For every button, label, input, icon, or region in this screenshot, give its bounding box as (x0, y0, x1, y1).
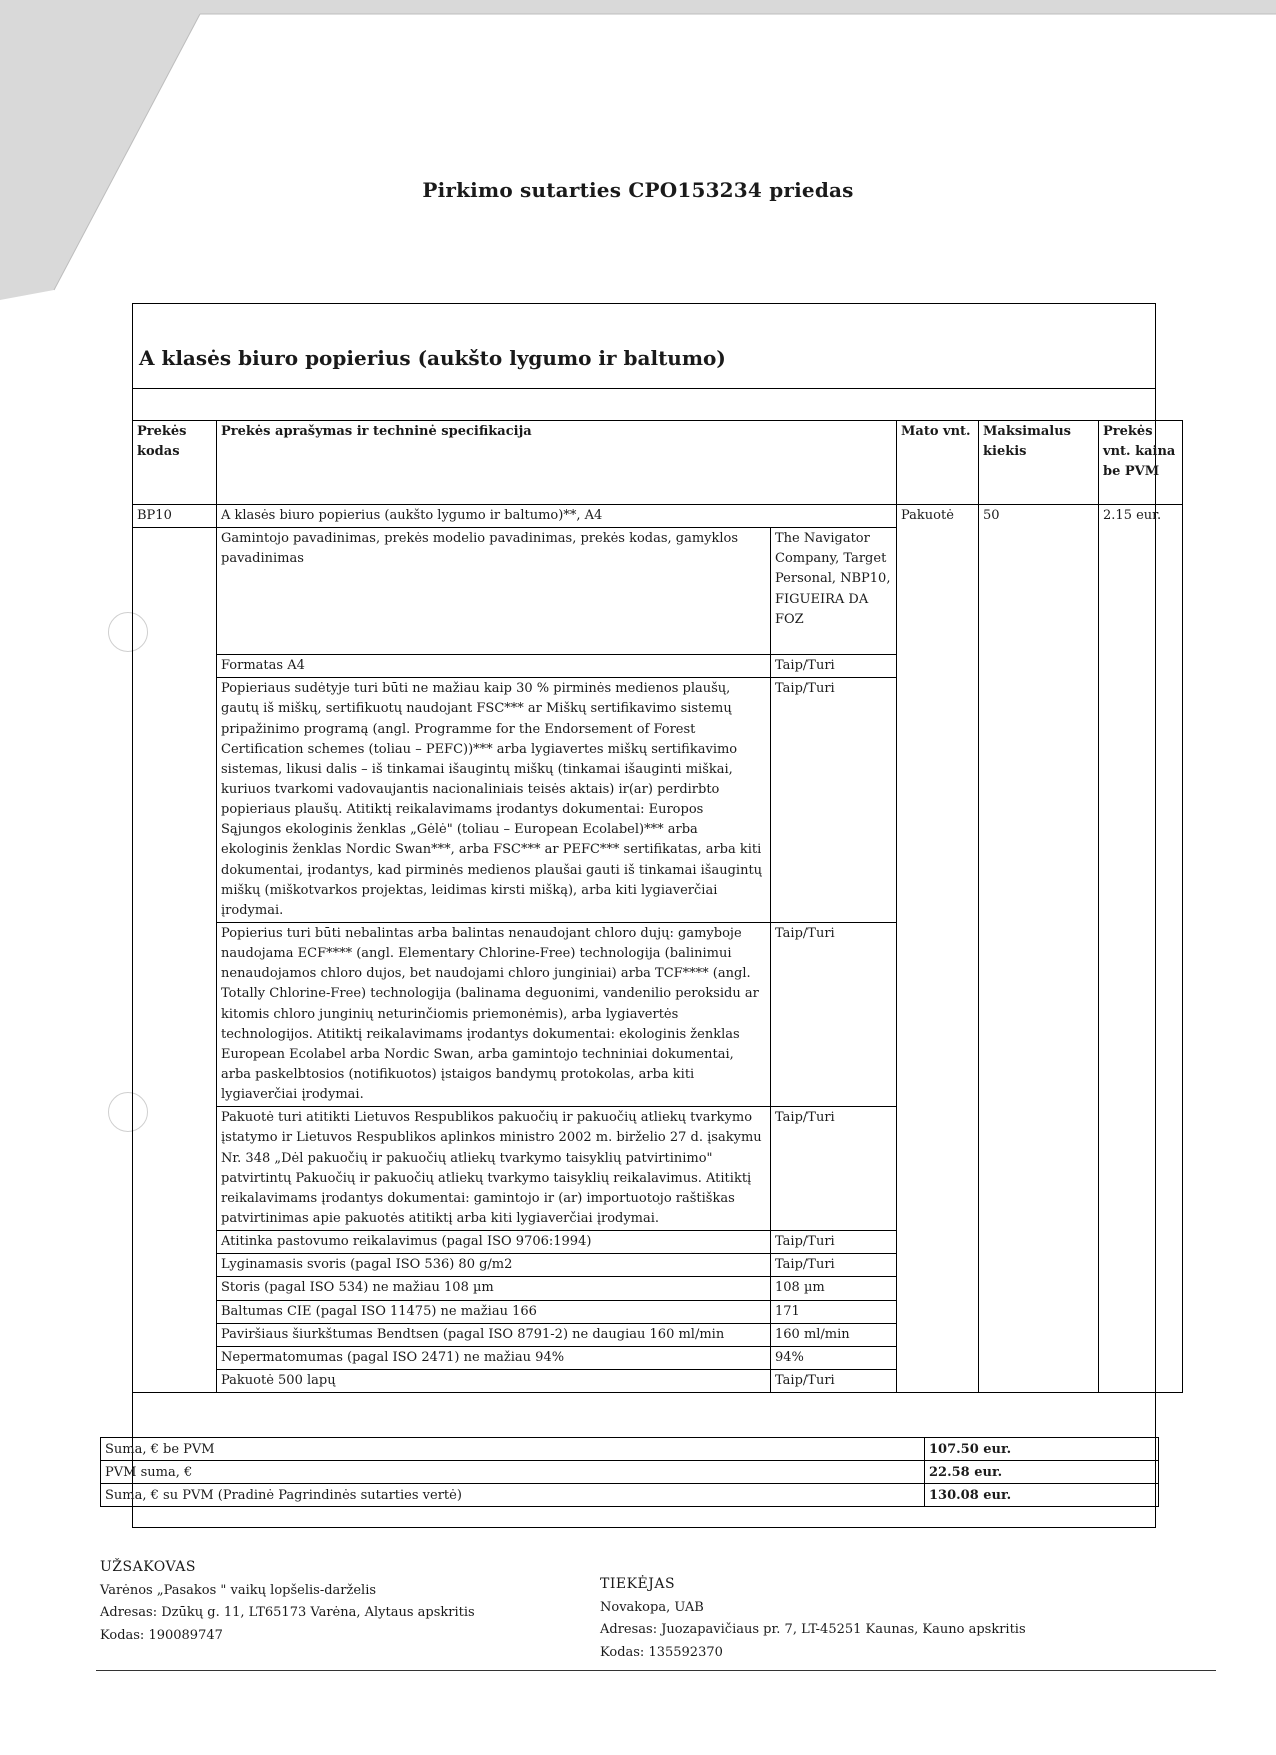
spec-text: Pakuotė turi atitikti Lietuvos Respublikos pakuočių ir pakuočių atliekų tvarkymo įstatymo ir Lietuvos Respublikos aplinkos ministro 2002 m. birželio 27 d. įsakymu Nr. 348 „Dėl pakuočių ir pakuočių atliekų tvarkymo taisyklių patvirtinimo" patvirtintų Pakuočių ir pakuočių atliekų tvarkymo taisyklių reikalavimus. Atitiktį reikalavimams įrodantys dokumentai: gamintojo ir (ar) importuotojo raštiškas patvirtinimas apie pakuotės atitiktį arba kiti lygiaverčiai įrodymai. (217, 1107, 771, 1231)
header-description: Prekės aprašymas ir techninė specifikacija (217, 421, 897, 505)
total-label: Suma, € be PVM (101, 1438, 925, 1461)
spec-text: Storis (pagal ISO 534) ne mažiau 108 µm (217, 1277, 771, 1300)
spec-value: The Navigator Company, Target Personal, NBP10, FIGUEIRA DA FOZ (771, 528, 897, 655)
spec-value: 171 (771, 1300, 897, 1323)
buyer-title: UŽSAKOVAS (100, 1559, 196, 1575)
product-unit-price: 2.15 eur. (1099, 505, 1183, 1393)
supplier-block (600, 1572, 1026, 1665)
spec-text: Pakuotė 500 lapų (217, 1369, 771, 1392)
spec-value: 94% (771, 1346, 897, 1369)
divider (133, 388, 1155, 389)
header-code: Prekės kodas (133, 421, 217, 505)
product-name: A klasės biuro popierius (aukšto lygumo ir baltumo)**, A4 (217, 505, 897, 528)
specification-table (132, 420, 1183, 1393)
header-unit-price: Prekės vnt. kaina be PVM (1099, 421, 1183, 505)
spec-value: Taip/Turi (771, 1254, 897, 1277)
spec-text: Popieriaus sudėtyje turi būti ne mažiau kaip 30 % pirminės medienos plaušų, gautų iš miškų, sertifikuotų naudojant FSC*** ar Miškų sertifikavimo sistemų pripažinimo programą (angl. Programme for the Endorsement of Forest Certification schemes (toliau – PEFC))*** arba lygiavertes miškų sertifikavimo sistemas, likusi dalis – iš tinkamai išaugintų miškų (tinkamai išauginti miškai, kuriuos tvarkomi vadovaujantis nacionaliniais teisės aktais) ir(ar) perdirbto popieriaus plaušų. Atitiktį reikalavimams įrodantys dokumentai: Europos Sąjungos ekologinis ženklas „Gėlė" (toliau – European Ecolabel)*** arba ekologinis ženklas Nordic Swan***, arba FSC*** ar PEFC*** sertifikatas, arba kiti dokumentai, įrodantys, kad pirminės medienos plaušai gauti iš tinkamai išaugintų miškų (miškotvarkos projektas, leidimas kirsti mišką), arba kiti lygiaverčiai įrodymai. (217, 678, 771, 923)
bottom-rule (96, 1670, 1216, 1671)
spec-value: 108 µm (771, 1277, 897, 1300)
spec-value: Taip/Turi (771, 1369, 897, 1392)
totals-table (100, 1437, 1159, 1507)
total-value: 130.08 eur. (925, 1484, 1159, 1507)
buyer-code: Kodas: 190089747 (100, 1628, 223, 1643)
header-max-qty: Maksimalus kiekis (979, 421, 1099, 505)
spec-value: Taip/Turi (771, 1107, 897, 1231)
spec-value: Taip/Turi (771, 1231, 897, 1254)
product-max-qty: 50 (979, 505, 1099, 1393)
spec-text: Baltumas CIE (pagal ISO 11475) ne mažiau 166 (217, 1300, 771, 1323)
supplier-name: Novakopa, UAB (600, 1599, 704, 1615)
supplier-code: Kodas: 135592370 (600, 1645, 723, 1660)
total-row (101, 1438, 1159, 1461)
spec-text: Atitinka pastovumo reikalavimus (pagal ISO 9706:1994) (217, 1231, 771, 1254)
spec-text: Formatas A4 (217, 655, 771, 678)
total-value: 22.58 eur. (925, 1461, 1159, 1484)
spec-text: Lyginamasis svoris (pagal ISO 536) 80 g/m2 (217, 1254, 771, 1277)
spec-text: Nepermatomumas (pagal ISO 2471) ne mažiau 94% (217, 1346, 771, 1369)
total-row (101, 1461, 1159, 1484)
section-heading: A klasės biuro popierius (aukšto lygumo ir baltumo) (139, 346, 726, 370)
total-value: 107.50 eur. (925, 1438, 1159, 1461)
buyer-address: Adresas: Dzūkų g. 11, LT65173 Varėna, Alytaus apskritis (100, 1605, 475, 1621)
code-column-blank (133, 528, 217, 1393)
page-title: Pirkimo sutarties CPO153234 priedas (422, 178, 854, 202)
spec-text: Paviršiaus šiurkštumas Bendtsen (pagal ISO 8791-2) ne daugiau 160 ml/min (217, 1323, 771, 1346)
spec-value: Taip/Turi (771, 678, 897, 923)
product-unit: Pakuotė (897, 505, 979, 1393)
spec-text: Gamintojo pavadinimas, prekės modelio pavadinimas, prekės kodas, gamyklos pavadinimas (217, 528, 771, 655)
spec-value: 160 ml/min (771, 1323, 897, 1346)
total-row (101, 1484, 1159, 1507)
spec-text: Popierius turi būti nebalintas arba balintas nenaudojant chloro dujų: gamyboje naudojama ECF**** (angl. Elementary Chlorine-Free) technologija (balinimui nenaudojamos chloro dujos, bet naudojami chloro junginiai) arba TCF**** (angl. Totally Chlorine-Free) technologija (balinama deguonimi, vandenilio peroksidu ar kitomis chloro junginių neturinčiomis priemonėmis), arba lygiavertės technologijos. Atitiktį reikalavimams įrodantys dokumentai: ekologinis ženklas European Ecolabel arba Nordic Swan, arba gamintojo techniniai dokumentai, arba paskelbtosios (notifikuotos) įstaigos bandymų protokolas, arba kiti lygiaverčiai įrodymai. (217, 922, 771, 1106)
supplier-title: TIEKĖJAS (600, 1576, 676, 1592)
total-label: Suma, € su PVM (Pradinė Pagrindinės sutarties vertė) (101, 1484, 925, 1507)
product-code: BP10 (133, 505, 217, 528)
header-unit: Mato vnt. (897, 421, 979, 505)
buyer-name: Varėnos „Pasakos " vaikų lopšelis-darželis (100, 1582, 377, 1598)
spec-value: Taip/Turi (771, 922, 897, 1106)
supplier-address: Adresas: Juozapavičiaus pr. 7, LT-45251 Kaunas, Kauno apskritis (600, 1622, 1026, 1638)
total-label: PVM suma, € (101, 1461, 925, 1484)
buyer-block (100, 1555, 475, 1648)
spec-value: Taip/Turi (771, 655, 897, 678)
